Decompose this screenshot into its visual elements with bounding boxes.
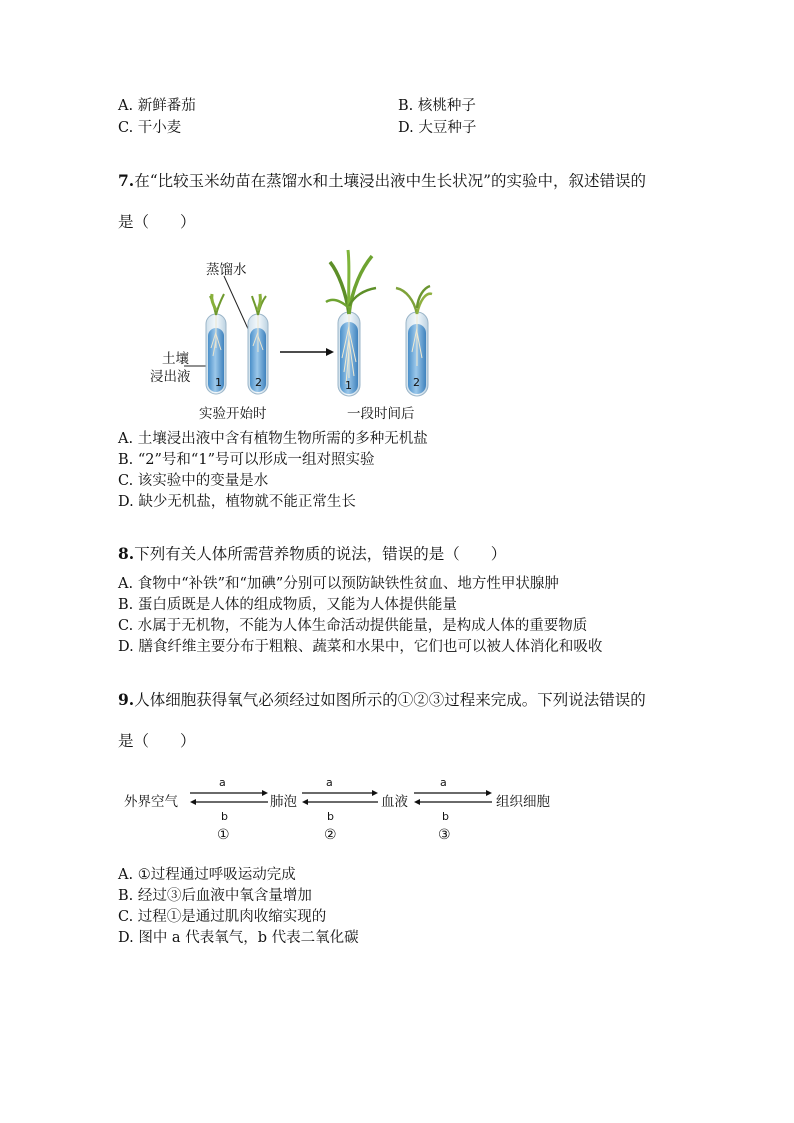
node-alveoli: 肺泡 bbox=[270, 794, 297, 810]
step-1-marker: ① bbox=[217, 827, 230, 843]
q7-option-d: D. 缺少无机盐，植物就不能正常生长 bbox=[118, 494, 356, 510]
q7-option-c: C. 该实验中的变量是水 bbox=[118, 473, 269, 489]
q7-figure-tubes bbox=[140, 248, 460, 420]
q8-number: 8. bbox=[118, 544, 135, 563]
q6-option-c: C. 干小麦 bbox=[118, 120, 182, 136]
node-blood: 血液 bbox=[381, 794, 408, 810]
caption-experiment-start: 实验开始时 bbox=[199, 406, 267, 422]
step-2-marker: ② bbox=[324, 827, 337, 843]
q7-option-b: B. “2”号和“1”号可以形成一组对照实验 bbox=[118, 452, 375, 468]
q9-option-d: D. 图中 a 代表氧气，b 代表二氧化碳 bbox=[118, 930, 359, 946]
q8-option-b: B. 蛋白质既是人体的组成物质，又能为人体提供能量 bbox=[118, 597, 457, 613]
node-outside-air: 外界空气 bbox=[124, 794, 178, 810]
tube-1-start-number: 1 bbox=[215, 376, 222, 389]
q6-option-a: A. 新鲜番茄 bbox=[118, 98, 196, 114]
q9-arrows bbox=[188, 788, 498, 812]
q8-stem bbox=[118, 543, 506, 565]
tube-2-later-number: 2 bbox=[413, 376, 420, 389]
tube-1-later bbox=[326, 250, 376, 396]
arrow-label-a-3: a bbox=[440, 776, 447, 789]
q6-option-b: B. 核桃种子 bbox=[398, 98, 476, 114]
q8-option-d: D. 膳食纤维主要分布于粗粮、蔬菜和水果中，它们也可以被人体消化和吸收 bbox=[118, 639, 603, 655]
tube-1-later-number: 1 bbox=[345, 379, 352, 392]
label-soil-extract-line2: 浸出液 bbox=[150, 369, 191, 385]
q9-number: 9. bbox=[118, 690, 135, 709]
q9-stem-line1 bbox=[118, 689, 646, 711]
caption-after-period: 一段时间后 bbox=[347, 406, 415, 422]
q9-option-b: B. 经过③后血液中氧含量增加 bbox=[118, 888, 312, 904]
arrow-label-a-1: a bbox=[219, 776, 226, 789]
q8-option-a: A. 食物中“补铁”和“加碘”分别可以预防缺铁性贫血、地方性甲状腺肿 bbox=[118, 576, 559, 592]
q9-stem-text: 人体细胞获得氧气必须经过如图所示的①②③过程来完成。下列说法错误的 bbox=[134, 691, 646, 709]
q9-option-a: A. ①过程通过呼吸运动完成 bbox=[118, 867, 296, 883]
node-tissue-cells: 组织细胞 bbox=[496, 794, 550, 810]
q7-stem-line2: 是（ ） bbox=[118, 213, 196, 231]
arrow-label-b-1: b bbox=[221, 810, 228, 823]
q8-option-c: C. 水属于无机物，不能为人体生命活动提供能量，是构成人体的重要物质 bbox=[118, 618, 588, 634]
q9-stem-line2: 是（ ） bbox=[118, 732, 196, 750]
q6-option-d: D. 大豆种子 bbox=[398, 120, 477, 136]
q9-option-c: C. 过程①是通过肌肉收缩实现的 bbox=[118, 909, 327, 925]
arrow-label-b-2: b bbox=[327, 810, 334, 823]
label-soil-extract-line1: 土壤 bbox=[162, 351, 189, 367]
arrow-label-b-3: b bbox=[442, 810, 449, 823]
arrow-label-a-2: a bbox=[326, 776, 333, 789]
q8-stem-text: 下列有关人体所需营养物质的说法，错误的是（ ） bbox=[134, 545, 507, 563]
step-3-marker: ③ bbox=[438, 827, 451, 843]
q7-option-a: A. 土壤浸出液中含有植物生物所需的多种无机盐 bbox=[118, 431, 428, 447]
q7-stem-text: 在“比较玉米幼苗在蒸馏水和土壤浸出液中生长状况”的实验中，叙述错误的 bbox=[134, 172, 647, 190]
q7-number: 7. bbox=[118, 171, 135, 190]
tube-2-start-number: 2 bbox=[255, 376, 262, 389]
q7-stem-line1 bbox=[118, 170, 646, 192]
label-distilled-water: 蒸馏水 bbox=[206, 262, 247, 278]
